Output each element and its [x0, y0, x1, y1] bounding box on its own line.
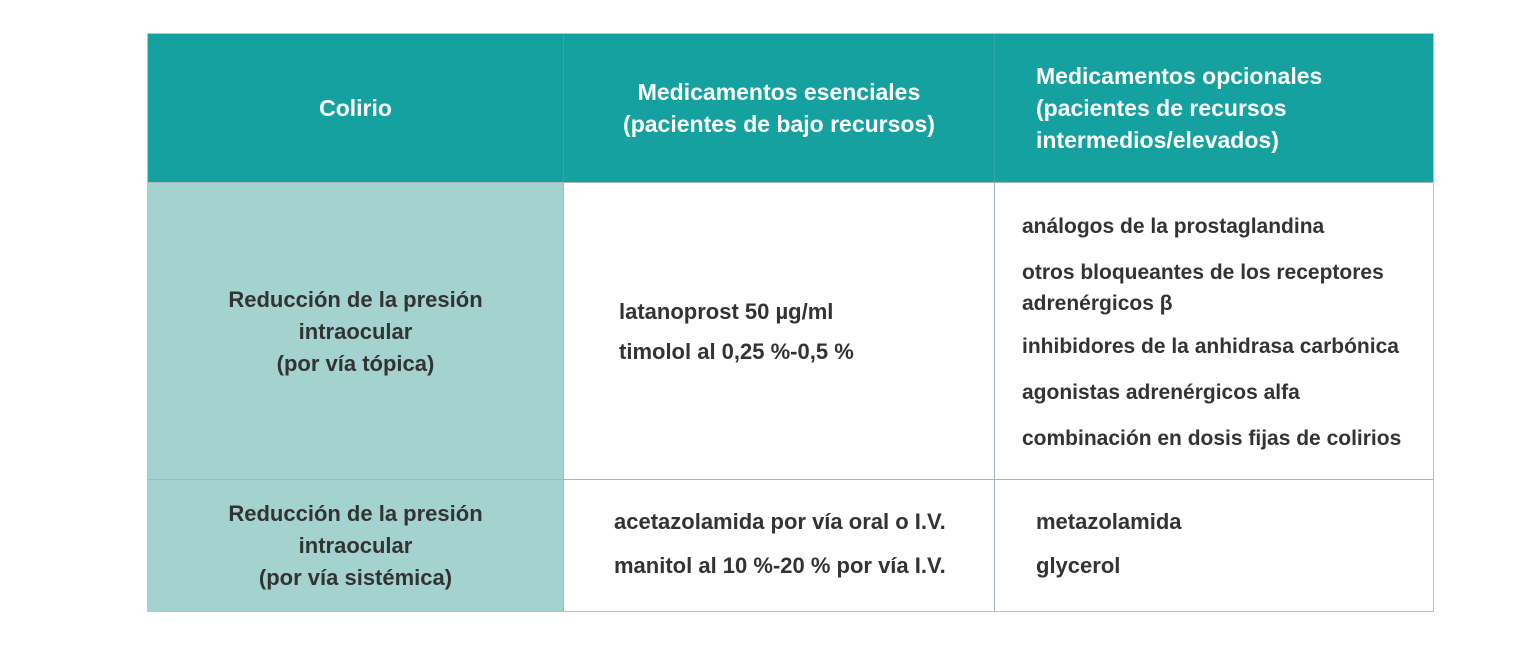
- header-opcionales: [994, 34, 1433, 182]
- row2-colirio-line3: (por vía sistémica): [258, 565, 453, 590]
- row2-colirio: [148, 480, 563, 612]
- row1-colirio-line1: Reducción de la presión: [228, 286, 483, 312]
- row2-opcionales: [994, 480, 1433, 612]
- header-esenciales-line1: Medicamentos esenciales: [637, 79, 921, 105]
- header-opcionales-line1: Medicamentos opcionales: [1036, 63, 1323, 89]
- row1-opcionales: [994, 183, 1433, 480]
- medication-table: [147, 33, 1434, 612]
- list-item: análogos de la prostaglandina: [1022, 215, 1325, 238]
- list-item: agonistas adrenérgicos alfa: [1022, 381, 1300, 404]
- list-item: combinación en dosis fijas de colirios: [1022, 427, 1402, 450]
- row2-colirio-line1: Reducción de la presión: [228, 501, 483, 526]
- row2-colirio-line2: intraocular: [298, 533, 413, 558]
- header-colirio-label: Colirio: [319, 95, 392, 121]
- list-item-multiline: [1022, 257, 1401, 319]
- table-row: [148, 479, 1433, 612]
- list-item: latanoprost 50 µg/ml: [619, 298, 834, 324]
- header-colirio: [148, 34, 563, 182]
- row2-esenciales: [563, 480, 994, 612]
- list-item: timolol al 0,25 %-0,5 %: [619, 338, 854, 364]
- list-item: glycerol: [1036, 553, 1121, 578]
- table-row: [148, 182, 1433, 480]
- row1-esenciales: [563, 183, 994, 480]
- list-item: inhibidores de la anhidrasa carbónica: [1022, 335, 1399, 358]
- row1-colirio-line3: (por vía tópica): [276, 350, 435, 376]
- list-item: manitol al 10 %-20 % por vía I.V.: [614, 553, 946, 578]
- list-item: metazolamida: [1036, 509, 1182, 534]
- row1-colirio-line2: intraocular: [298, 318, 413, 344]
- list-item-line: otros bloqueantes de los receptores: [1022, 261, 1384, 284]
- header-opcionales-line3: intermedios/elevados): [1036, 127, 1279, 153]
- header-esenciales: [563, 34, 994, 182]
- row1-colirio: [148, 183, 563, 480]
- list-item-line: adrenérgicos β: [1022, 292, 1173, 315]
- table-header-row: [148, 34, 1433, 182]
- list-item: acetazolamida por vía oral o I.V.: [614, 509, 946, 534]
- header-esenciales-line2: (pacientes de bajo recursos): [623, 111, 935, 137]
- header-opcionales-line2: (pacientes de recursos: [1036, 95, 1287, 121]
